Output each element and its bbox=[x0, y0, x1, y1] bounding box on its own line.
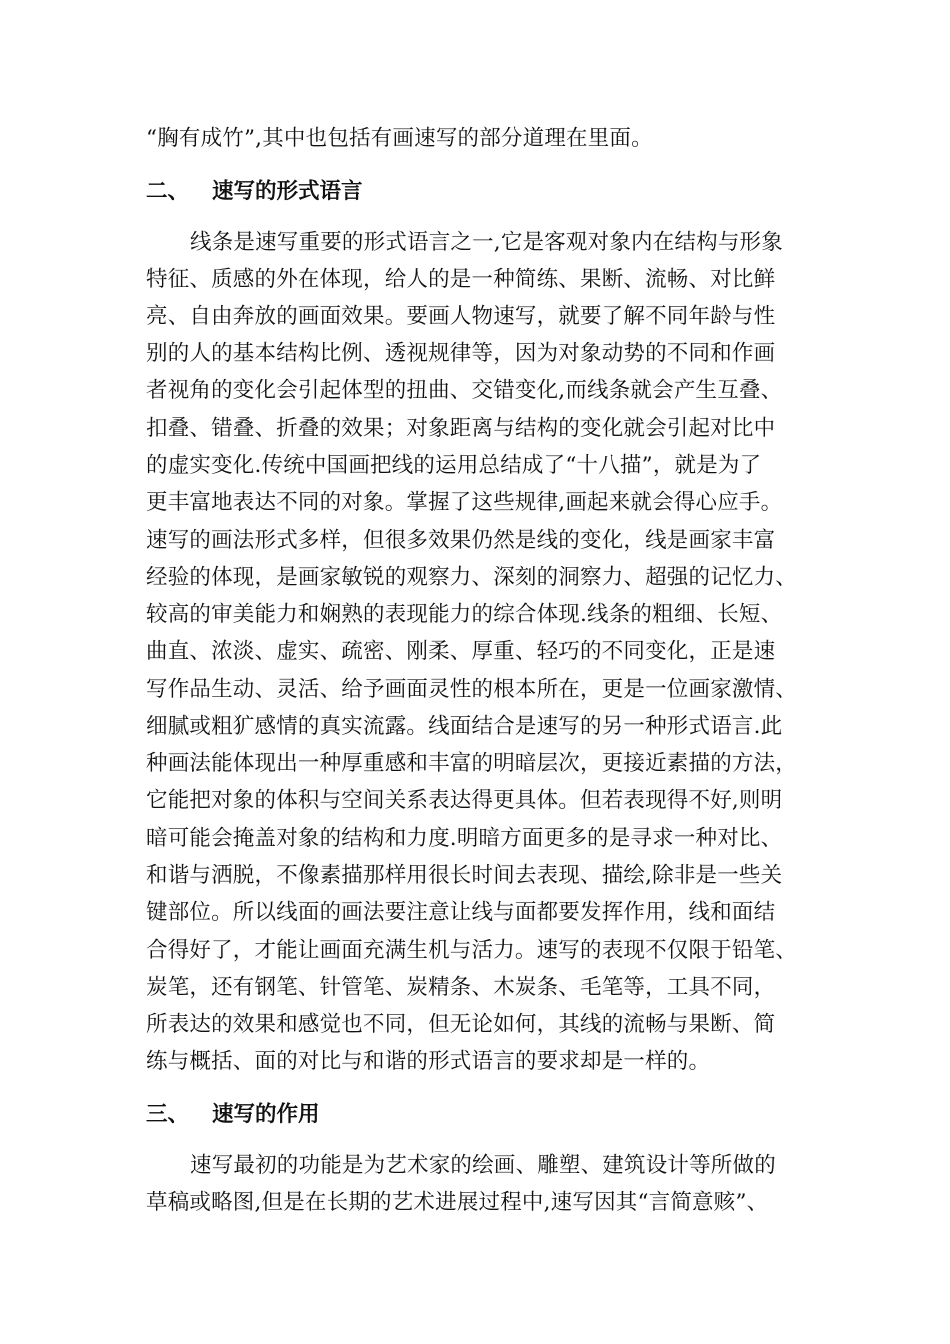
text-line: 它能把对象的体积与空间关系表达得更具体。但若表现得不好,则明 bbox=[146, 788, 783, 813]
text-line: 曲直、浓淡、虚实、疏密、刚柔、厚重、轻巧的不同变化，正是速 bbox=[146, 639, 776, 664]
text-line: 和谐与洒脱，不像素描那样用很长时间去表现、描绘,除非是一些关 bbox=[146, 863, 783, 888]
text-line: 所表达的效果和感觉也不同，但无论如何，其线的流畅与果断、简 bbox=[146, 1012, 776, 1037]
section-title: 速写的作用 bbox=[212, 1102, 320, 1127]
text-line: “胸有成竹”,其中也包括有画速写的部分道理在里面。 bbox=[146, 126, 653, 151]
section-number: 三、 bbox=[146, 1102, 190, 1127]
text-line: 亮、自由奔放的画面效果。要画人物速写，就要了解不同年龄与性 bbox=[146, 304, 776, 329]
text-line: 草稿或略图,但是在长期的艺术进展过程中,速写因其“言简意赅”、 bbox=[146, 1190, 769, 1215]
text-line: 的虚实变化.传统中国画把线的运用总结成了“十八描”，就是为了 bbox=[146, 453, 762, 478]
text-line: 速写的画法形式多样，但很多效果仍然是线的变化，线是画家丰富 bbox=[146, 528, 776, 553]
text-line: 写作品生动、灵活、给予画面灵性的根本所在，更是一位画家激情、 bbox=[146, 677, 798, 702]
text-line: 暗可能会掩盖对象的结构和力度.明暗方面更多的是寻求一种对比、 bbox=[146, 826, 783, 851]
section-title: 速写的形式语言 bbox=[212, 179, 363, 204]
text-line: 特征、质感的外在体现，给人的是一种简练、果断、流畅、对比鲜 bbox=[146, 267, 776, 292]
text-line: 扣叠、错叠、折叠的效果；对象距离与结构的变化就会引起对比中 bbox=[146, 416, 776, 441]
section-heading-3 bbox=[146, 1104, 320, 1126]
text-line: 炭笔，还有钢笔、针管笔、炭精条、木炭条、毛笔等，工具不同， bbox=[146, 975, 776, 1000]
text-line: 合得好了，才能让画面充满生机与活力。速写的表现不仅限于铅笔、 bbox=[146, 938, 798, 963]
text-line: 速写最初的功能是为艺术家的绘画、雕塑、建筑设计等所做的 bbox=[190, 1153, 776, 1178]
section-heading-2 bbox=[146, 181, 363, 203]
text-line: 种画法能体现出一种厚重感和丰富的明暗层次，更接近素描的方法， bbox=[146, 751, 798, 776]
text-line: 练与概括、面的对比与和谐的形式语言的要求却是一样的。 bbox=[146, 1049, 711, 1074]
text-line: 线条是速写重要的形式语言之一,它是客观对象内在结构与形象 bbox=[190, 230, 783, 255]
section-number: 二、 bbox=[146, 179, 190, 204]
text-line: 细腻或粗犷感情的真实流露。线面结合是速写的另一种形式语言.此 bbox=[146, 714, 783, 739]
text-line: 别的人的基本结构比例、透视规律等，因为对象动势的不同和作画 bbox=[146, 341, 776, 366]
text-line: 更丰富地表达不同的对象。掌握了这些规律,画起来就会得心应手。 bbox=[146, 490, 783, 515]
text-line: 较高的审美能力和娴熟的表现能力的综合体现.线条的粗细、长短、 bbox=[146, 602, 783, 627]
text-line: 键部位。所以线面的画法要注意让线与面都要发挥作用，线和面结 bbox=[146, 900, 776, 925]
text-line: 经验的体现，是画家敏锐的观察力、深刻的洞察力、超强的记忆力、 bbox=[146, 565, 798, 590]
text-line: 者视角的变化会引起体型的扭曲、交错变化,而线条就会产生互叠、 bbox=[146, 378, 783, 403]
